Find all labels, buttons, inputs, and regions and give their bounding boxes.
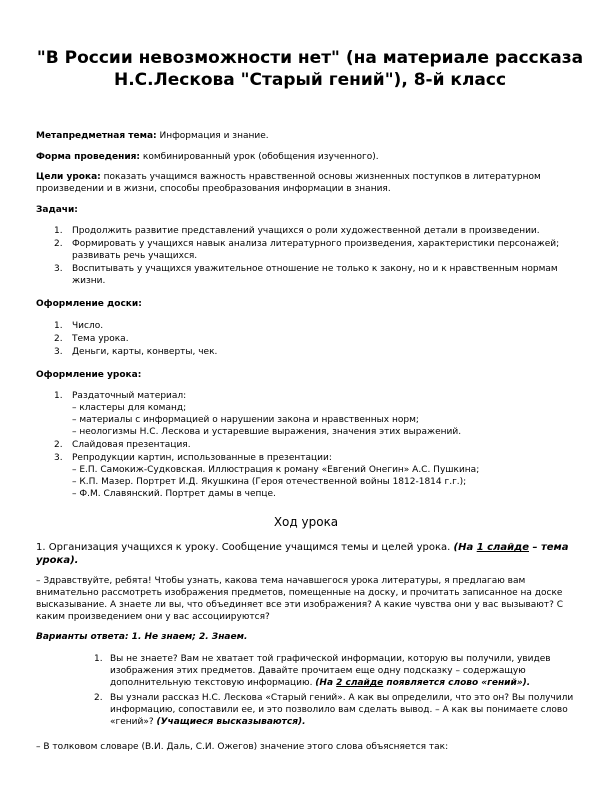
slide-number-link: 1 слайде <box>476 542 529 553</box>
list-number: 2. <box>54 239 63 249</box>
teacher-intro: – Здравствуйте, ребята! Чтобы узнать, какова тема начавшегося урока литературы, я предлагаю вам внимательно рассмотреть изображения предметов, помещенные на доску, и прочитать записанное на доске высказывание. А знаете ли вы, что объединяет все эти изображения? А какие чувства они у вас вызывают? С каким произведением они у вас ассоциируются? <box>36 576 564 622</box>
list-number: 3. <box>54 453 63 463</box>
list-text: Деньги, карты, конверты, чек. <box>72 347 218 357</box>
list-text: Репродукции картин, использованные в презентации: <box>72 453 332 463</box>
list-item <box>72 692 576 728</box>
list-text: Вы не знаете? Вам не хватает той графической информации, которую вы получили, увидев изображения этих предметов. Давайте прочитаем еще одну подсказку – содержащую дополнительную текстовую информацию. <box>110 654 551 688</box>
list-text: Формировать у учащихся навык анализа литературного произведения, характеристики персонажей; развивать речь учащихся. <box>72 239 560 261</box>
meta-theme-value: Информация и знание. <box>156 131 269 141</box>
followup-list <box>72 653 576 728</box>
lesson-goals <box>36 171 576 195</box>
slide-note-close: – тема урока). <box>36 542 569 566</box>
organization-step <box>36 541 581 567</box>
course-heading: Ход урока <box>273 515 339 529</box>
list-number: 3. <box>54 347 63 357</box>
sub-item: – Е.П. Самокиж-Судковская. Иллюстрация к роману «Евгений Онегин» А.С. Пушкина; <box>72 465 480 475</box>
list-item <box>36 439 576 451</box>
list-number: 1. <box>94 654 103 664</box>
list-item <box>36 390 576 438</box>
board-list <box>36 320 576 358</box>
list-text: Продолжить развитие представлений учащихся о роли художественной детали в произведении. <box>72 226 540 236</box>
tasks-list <box>36 225 576 287</box>
slide-number-link: 2 слайде <box>336 678 384 688</box>
board-section <box>36 298 576 358</box>
meta-theme <box>36 130 576 142</box>
list-number: 2. <box>54 440 63 450</box>
sub-item: – неологизмы Н.С. Лескова и устаревшие выражения, значения этих выражений. <box>72 427 462 437</box>
list-item <box>36 238 576 262</box>
list-number: 2. <box>54 334 63 344</box>
dictionary-line: – В толковом словаре (В.И. Даль, С.И. Ожегов) значение этого слова объясняется так: <box>36 742 449 752</box>
tasks-heading: Задачи: <box>36 205 78 215</box>
lesson-design-list <box>36 390 576 500</box>
tasks-section <box>36 204 576 287</box>
lesson-form-label: Форма проведения: <box>36 152 141 162</box>
list-text: Воспитывать у учащихся уважительное отношение не только к закону, но и к нравственным нормам жизни. <box>72 264 558 286</box>
list-item <box>36 346 576 358</box>
list-number: 2. <box>94 693 103 703</box>
lesson-goals-value: показать учащимся важность нравственной основы жизненных поступков в литературном произведении и в жизни, способы преобразования информации в знания. <box>36 172 541 194</box>
page-title: "В России невозможности нет" (на материале рассказа Н.С.Лескова "Старый гений"), 8-й класс <box>36 48 584 90</box>
organization-text: 1. Организация учащихся к уроку. Сообщение учащимся темы и целей урока. <box>36 542 451 553</box>
sub-item: – Ф.М. Славянский. Портрет дамы в чепце. <box>72 489 276 499</box>
slide-note-close: появляется слово «гений»). <box>383 678 531 688</box>
list-text: Вы узнали рассказ Н.С. Лескова «Старый гений». А как вы определили, что это он? Вы получили информацию, сопоставили ее, и это позволило вам сделать вывод. – А как вы понимаете слово «гений»? <box>110 693 574 727</box>
list-number: 3. <box>54 264 63 274</box>
lesson-form <box>36 151 576 163</box>
list-item <box>36 320 576 332</box>
meta-theme-label: Метапредметная тема: <box>36 131 157 141</box>
list-text: Тема урока. <box>72 334 129 344</box>
list-number: 1. <box>54 226 63 236</box>
sub-item: – материалы с информацией о нарушении закона и нравственных норм; <box>72 415 419 425</box>
list-item <box>36 263 576 287</box>
answer-options: Варианты ответа: 1. Не знаем; 2. Знаем. <box>36 632 248 642</box>
list-item <box>36 333 576 345</box>
lesson-design-heading: Оформление урока: <box>36 370 142 380</box>
list-text: Число. <box>72 321 104 331</box>
slide-note-open: (На <box>453 542 477 553</box>
list-number: 1. <box>54 321 63 331</box>
sub-item: – кластеры для команд; <box>72 403 187 413</box>
slide-note-open: (На <box>315 678 337 688</box>
list-item <box>36 452 576 500</box>
list-text: Слайдовая презентация. <box>72 440 191 450</box>
lesson-form-value: комбинированный урок (обобщения изученного). <box>140 152 379 162</box>
list-item <box>36 225 576 237</box>
student-note: (Учащиеся высказываются). <box>156 717 306 727</box>
board-heading: Оформление доски: <box>36 299 142 309</box>
list-item <box>72 653 576 689</box>
sub-item: – К.П. Мазер. Портрет И.Д. Якушкина (Героя отечественной войны 1812-1814 г.г.); <box>72 477 467 487</box>
lesson-goals-label: Цели урока: <box>36 172 101 182</box>
lesson-design-section <box>36 369 576 500</box>
list-number: 1. <box>54 391 63 401</box>
list-text: Раздаточный материал: <box>72 391 187 401</box>
